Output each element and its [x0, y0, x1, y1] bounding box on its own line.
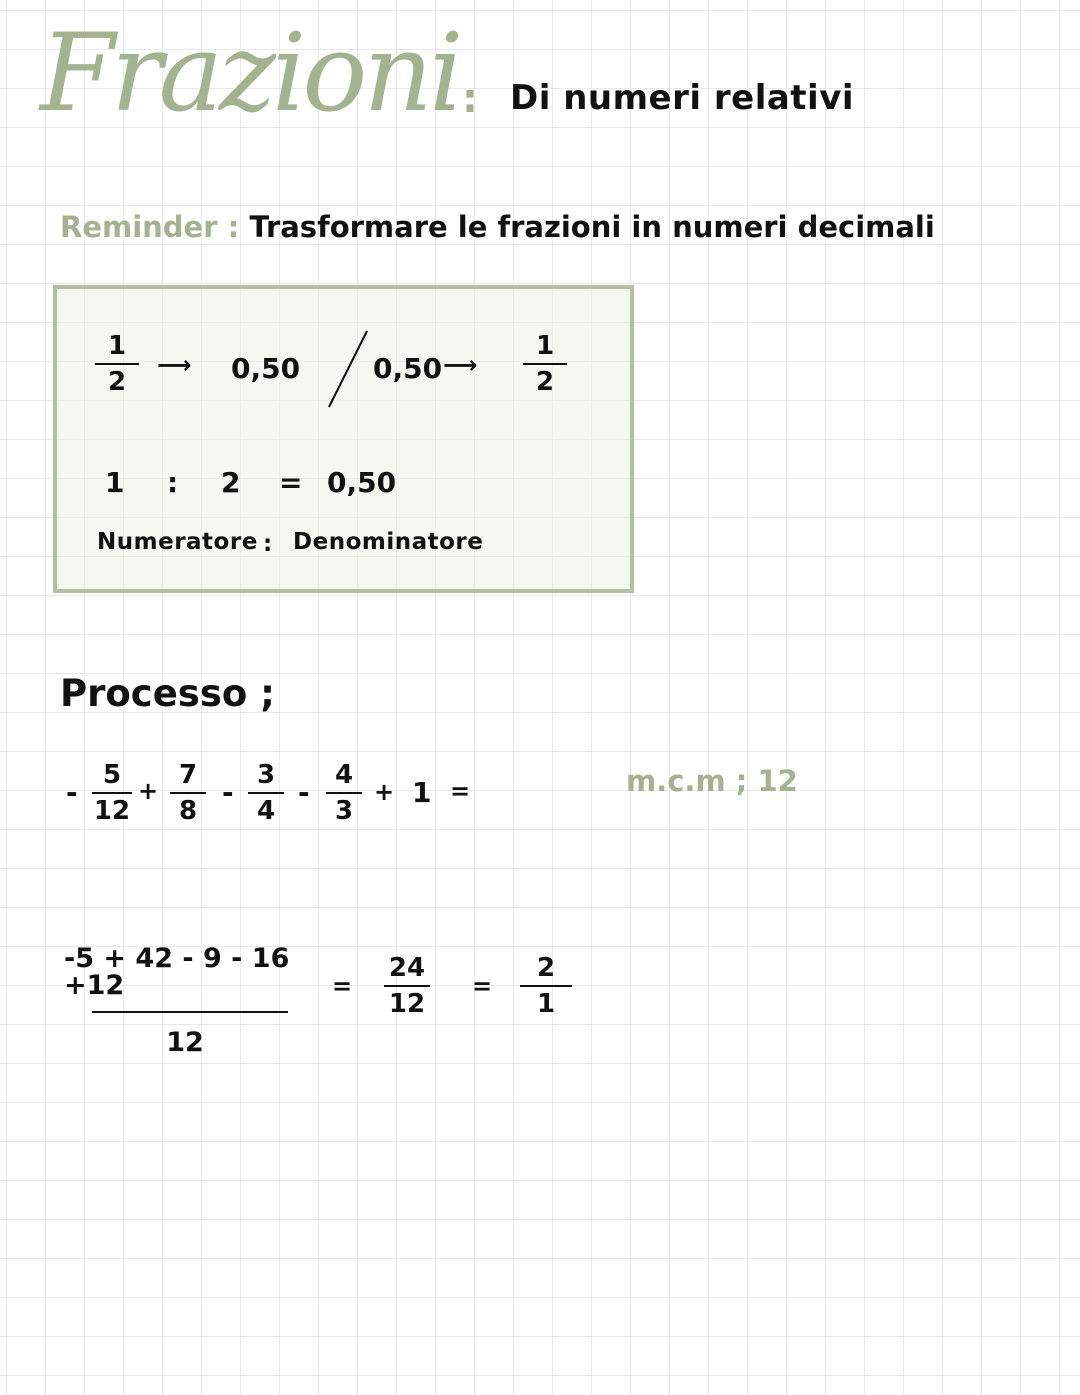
plus-sign: +: [138, 777, 159, 805]
sum-denominator: 12: [166, 1027, 204, 1058]
equals-sign: =: [279, 466, 303, 499]
fraction-bar: [92, 792, 132, 794]
division-dividend: 1: [105, 466, 125, 499]
label-numeratore: Numeratore: [97, 529, 258, 555]
sum-numerator: -5 + 42 - 9 - 16 +12: [64, 943, 290, 1001]
equals-sign: =: [450, 777, 471, 805]
division-result: 0,50: [327, 466, 397, 499]
division-operator: :: [167, 466, 179, 499]
fraction-numerator: 4: [334, 760, 354, 790]
fraction-denominator: 4: [256, 796, 276, 826]
fraction-bar: [92, 1011, 288, 1013]
fraction-denominator: 3: [334, 796, 354, 826]
fraction-denominator: 12: [388, 989, 426, 1019]
arrow-right-icon: ⟶: [157, 351, 192, 379]
slash-divider: [325, 329, 371, 409]
fraction-numerator: 5: [102, 760, 122, 790]
fraction-one-half: [95, 333, 139, 395]
sum-fraction: [60, 945, 310, 1056]
minus-sign: -: [66, 776, 78, 809]
equals-sign: =: [472, 972, 493, 1000]
fraction-denominator: 2: [107, 367, 127, 397]
fraction-numerator: 1: [535, 331, 555, 361]
page-title: Frazioni: [40, 11, 460, 136]
fraction-denominator: 1: [536, 989, 556, 1019]
fraction-3-4: [248, 762, 284, 824]
reminder-box: [53, 285, 634, 593]
equals-sign: =: [332, 972, 353, 1000]
fraction-bar: [95, 363, 139, 365]
fraction-24-12: [384, 955, 430, 1017]
fraction-bar: [326, 792, 362, 794]
fraction-numerator: 24: [388, 953, 426, 983]
fraction-denominator: 8: [178, 796, 198, 826]
fraction-numerator: 1: [107, 331, 127, 361]
minus-sign: -: [298, 776, 310, 809]
label-separator: :: [263, 531, 273, 557]
fraction-4-3: [326, 762, 362, 824]
fraction-denominator: 12: [93, 796, 131, 826]
fraction-one-half-result: [523, 333, 567, 395]
fraction-2-1: [520, 955, 572, 1017]
reminder-text: Trasformare le frazioni in numeri decimali: [249, 210, 935, 244]
fraction-7-8: [170, 762, 206, 824]
fraction-bar: [248, 792, 284, 794]
mcm-note: m.c.m ; 12: [626, 764, 798, 798]
fraction-numerator: 3: [256, 760, 276, 790]
minus-sign: -: [222, 776, 234, 809]
fraction-numerator: 2: [536, 953, 556, 983]
plus-sign: +: [374, 778, 395, 806]
fraction-bar: [384, 985, 430, 987]
reminder-line: [60, 210, 935, 244]
fraction-bar: [170, 792, 206, 794]
fraction-bar: [523, 363, 567, 365]
decimal-result: 0,50: [231, 352, 301, 385]
fraction-5-12: [92, 762, 132, 824]
whole-number-one: 1: [412, 776, 432, 809]
division-divisor: 2: [221, 466, 241, 499]
decimal-start: 0,50: [373, 352, 443, 385]
process-heading: Processo ;: [60, 672, 275, 715]
fraction-bar: [520, 985, 572, 987]
arrow-right-icon: ⟶: [443, 351, 478, 379]
reminder-label: Reminder :: [60, 210, 240, 244]
label-denominatore: Denominatore: [293, 529, 484, 555]
page-subtitle: Di numeri relativi: [510, 78, 855, 118]
fraction-numerator: 7: [178, 760, 198, 790]
fraction-denominator: 2: [535, 367, 555, 397]
title-separator: :: [462, 76, 478, 122]
